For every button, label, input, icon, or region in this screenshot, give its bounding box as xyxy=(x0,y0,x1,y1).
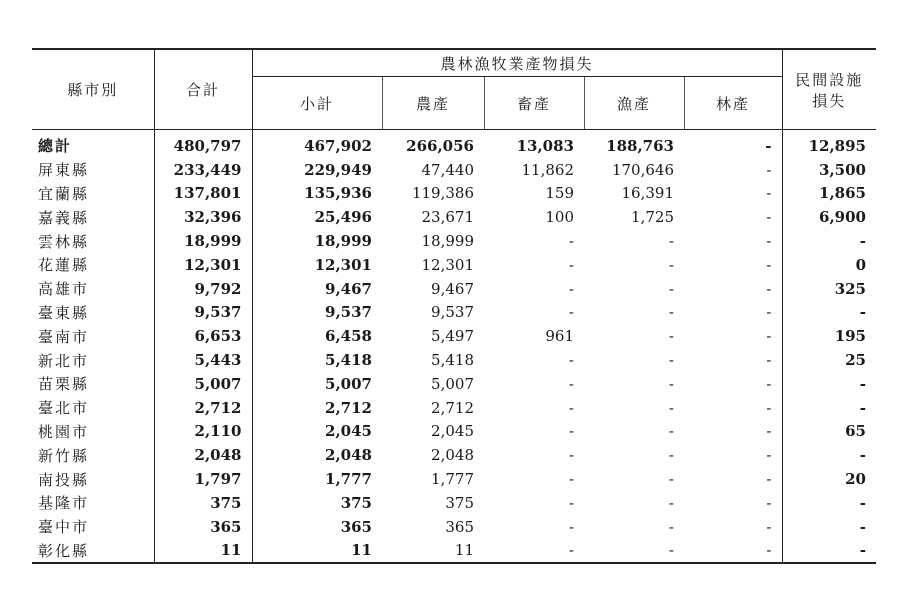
cell-total: 6,653 xyxy=(154,324,252,348)
cell-total: 9,792 xyxy=(154,277,252,301)
table-row xyxy=(32,491,876,515)
cell-private: - xyxy=(859,374,866,393)
cell-crops: 9,467 xyxy=(431,279,474,298)
header-agri-group: 農林漁牧業產物損失 xyxy=(252,49,782,77)
cell-crops: 5,497 xyxy=(431,327,474,346)
header-fishery: 漁產 xyxy=(584,77,684,130)
cell-private: - xyxy=(859,493,866,512)
cell-total: 11 xyxy=(154,539,252,564)
cell-total: 137,801 xyxy=(154,182,252,206)
cell-crops: 9,537 xyxy=(431,303,474,322)
header-livestock: 畜產 xyxy=(484,77,584,130)
cell-subtotal: 2,048 xyxy=(325,446,372,465)
cell-private: 65 xyxy=(845,422,866,441)
cell-total: 375 xyxy=(154,491,252,515)
cell-livestock: - xyxy=(568,398,574,417)
table-body xyxy=(32,130,876,564)
cell-total: 1,797 xyxy=(154,467,252,491)
header-total: 合計 xyxy=(154,49,252,130)
cell-region: 高雄市 xyxy=(32,277,154,301)
cell-crops: 12,301 xyxy=(421,255,474,274)
cell-region: 基隆市 xyxy=(32,491,154,515)
header-subtotal: 小計 xyxy=(252,77,382,130)
cell-subtotal: 11 xyxy=(252,539,382,564)
cell-total: 5,443 xyxy=(154,348,252,372)
header-crops: 農產 xyxy=(382,77,484,130)
cell-forestry: - xyxy=(684,467,782,491)
cell-fishery: 1,725 xyxy=(631,208,674,227)
cell-fishery: - xyxy=(668,470,674,489)
cell-total: 12,301 xyxy=(154,253,252,277)
cell-region: 苗栗縣 xyxy=(32,372,154,396)
table-row xyxy=(32,205,876,229)
header-private-line1: 民間設施 xyxy=(795,70,864,89)
cell-crops: 1,777 xyxy=(431,470,474,489)
cell-total: 18,999 xyxy=(154,229,252,253)
cell-crops: 47,440 xyxy=(421,160,474,179)
cell-fishery: - xyxy=(668,232,674,251)
cell-private: 0 xyxy=(855,255,866,274)
table-header xyxy=(32,49,876,130)
cell-livestock: - xyxy=(568,279,574,298)
cell-forestry: - xyxy=(684,396,782,420)
cell-region: 彰化縣 xyxy=(32,539,154,564)
table-row xyxy=(32,467,876,491)
cell-forestry: - xyxy=(684,253,782,277)
cell-fishery: 170,646 xyxy=(611,160,674,179)
cell-private: - xyxy=(859,232,866,251)
cell-private: 3,500 xyxy=(819,160,866,179)
cell-livestock: - xyxy=(568,374,574,393)
table-row xyxy=(32,301,876,325)
cell-total: 233,449 xyxy=(154,158,252,182)
cell-livestock: 159 xyxy=(545,184,574,203)
cell-total: 2,712 xyxy=(154,396,252,420)
cell-livestock: - xyxy=(568,232,574,251)
table-row xyxy=(32,229,876,253)
cell-region: 臺東縣 xyxy=(32,301,154,325)
cell-private: 6,900 xyxy=(819,208,866,227)
header-private-line2: 損失 xyxy=(812,91,847,110)
cell-crops: 2,712 xyxy=(431,398,474,417)
cell-private: - xyxy=(859,398,866,417)
table-row xyxy=(32,253,876,277)
cell-crops: 18,999 xyxy=(421,232,474,251)
cell-subtotal: 2,712 xyxy=(325,398,372,417)
cell-fishery: 188,763 xyxy=(606,136,674,155)
cell-private: - xyxy=(782,539,876,564)
cell-crops: 2,045 xyxy=(431,422,474,441)
cell-subtotal: 375 xyxy=(340,493,372,512)
cell-fishery: - xyxy=(668,374,674,393)
cell-livestock: - xyxy=(568,303,574,322)
table-row xyxy=(32,396,876,420)
cell-crops: 2,048 xyxy=(431,446,474,465)
cell-fishery: - xyxy=(668,327,674,346)
cell-region: 臺中市 xyxy=(32,515,154,539)
cell-subtotal: 6,458 xyxy=(325,327,372,346)
cell-forestry: - xyxy=(684,443,782,467)
cell-region: 南投縣 xyxy=(32,467,154,491)
cell-fishery: - xyxy=(668,279,674,298)
cell-region: 嘉義縣 xyxy=(32,205,154,229)
cell-crops: 5,418 xyxy=(431,351,474,370)
cell-subtotal: 467,902 xyxy=(304,136,372,155)
table-row xyxy=(32,277,876,301)
header-region: 縣市別 xyxy=(32,49,154,130)
cell-forestry: - xyxy=(684,277,782,301)
cell-forestry: - xyxy=(684,205,782,229)
cell-region: 臺南市 xyxy=(32,324,154,348)
cell-private: 20 xyxy=(845,470,866,489)
table-row xyxy=(32,515,876,539)
cell-forestry: - xyxy=(684,515,782,539)
cell-livestock: - xyxy=(568,517,574,536)
header-forestry: 林產 xyxy=(684,77,782,130)
cell-subtotal: 2,045 xyxy=(325,422,372,441)
cell-fishery: - xyxy=(668,398,674,417)
cell-crops: 365 xyxy=(445,517,474,536)
cell-livestock: - xyxy=(568,351,574,370)
summary-row xyxy=(32,130,876,158)
cell-subtotal: 5,007 xyxy=(325,374,372,393)
table-row xyxy=(32,182,876,206)
cell-total: 2,110 xyxy=(154,420,252,444)
cell-total: 9,537 xyxy=(154,301,252,325)
cell-forestry: - xyxy=(684,539,782,564)
cell-livestock: 100 xyxy=(545,208,574,227)
loss-table xyxy=(32,48,876,564)
cell-private: - xyxy=(859,446,866,465)
cell-region: 新竹縣 xyxy=(32,443,154,467)
table-row xyxy=(32,420,876,444)
cell-crops: 375 xyxy=(445,493,474,512)
cell-forestry: - xyxy=(684,182,782,206)
cell-private: - xyxy=(859,517,866,536)
cell-fishery: - xyxy=(668,517,674,536)
cell-region: 屏東縣 xyxy=(32,158,154,182)
cell-region: 雲林縣 xyxy=(32,229,154,253)
cell-crops: 266,056 xyxy=(406,136,474,155)
cell-private: 325 xyxy=(834,279,866,298)
cell-private: 12,895 xyxy=(808,136,866,155)
cell-livestock: - xyxy=(568,493,574,512)
table-row xyxy=(32,539,876,564)
cell-livestock: - xyxy=(568,470,574,489)
cell-subtotal: 5,418 xyxy=(325,351,372,370)
table-row xyxy=(32,348,876,372)
cell-livestock: - xyxy=(568,422,574,441)
cell-livestock: - xyxy=(568,446,574,465)
cell-total: 5,007 xyxy=(154,372,252,396)
table-row xyxy=(32,158,876,182)
cell-forestry: - xyxy=(684,324,782,348)
cell-subtotal: 9,467 xyxy=(325,279,372,298)
cell-total: 480,797 xyxy=(154,130,252,158)
cell-private: - xyxy=(859,303,866,322)
cell-subtotal: 9,537 xyxy=(325,303,372,322)
cell-forestry: - xyxy=(684,372,782,396)
cell-total: 365 xyxy=(154,515,252,539)
cell-region: 臺北市 xyxy=(32,396,154,420)
cell-crops: 11 xyxy=(382,539,484,564)
cell-total: 32,396 xyxy=(154,205,252,229)
cell-fishery: - xyxy=(584,539,684,564)
cell-forestry: - xyxy=(684,420,782,444)
cell-region: 花蓮縣 xyxy=(32,253,154,277)
cell-forestry: - xyxy=(684,491,782,515)
cell-subtotal: 25,496 xyxy=(314,208,372,227)
cell-fishery: - xyxy=(668,422,674,441)
cell-fishery: - xyxy=(668,493,674,512)
cell-livestock: 11,862 xyxy=(521,160,574,179)
cell-subtotal: 1,777 xyxy=(325,470,372,489)
cell-fishery: 16,391 xyxy=(621,184,674,203)
cell-private: 195 xyxy=(834,327,866,346)
cell-fishery: - xyxy=(668,303,674,322)
cell-livestock: 13,083 xyxy=(516,136,574,155)
cell-livestock: 961 xyxy=(545,327,574,346)
cell-private: 1,865 xyxy=(819,184,866,203)
table-row xyxy=(32,372,876,396)
cell-region: 桃園市 xyxy=(32,420,154,444)
cell-forestry: - xyxy=(684,158,782,182)
cell-forestry: - xyxy=(684,130,782,158)
cell-region: 總計 xyxy=(32,130,154,158)
cell-crops: 5,007 xyxy=(431,374,474,393)
cell-subtotal: 229,949 xyxy=(304,160,372,179)
cell-livestock: - xyxy=(568,255,574,274)
cell-forestry: - xyxy=(684,348,782,372)
cell-subtotal: 365 xyxy=(340,517,372,536)
cell-crops: 119,386 xyxy=(411,184,474,203)
cell-private: 25 xyxy=(845,351,866,370)
cell-livestock: - xyxy=(484,539,584,564)
cell-crops: 23,671 xyxy=(421,208,474,227)
cell-region: 宜蘭縣 xyxy=(32,182,154,206)
header-private-facilities xyxy=(782,49,876,130)
cell-fishery: - xyxy=(668,255,674,274)
cell-subtotal: 135,936 xyxy=(304,184,372,203)
cell-subtotal: 12,301 xyxy=(314,255,372,274)
cell-subtotal: 18,999 xyxy=(314,232,372,251)
cell-fishery: - xyxy=(668,351,674,370)
cell-region: 新北市 xyxy=(32,348,154,372)
cell-fishery: - xyxy=(668,446,674,465)
cell-forestry: - xyxy=(684,229,782,253)
table-row xyxy=(32,324,876,348)
table-row xyxy=(32,443,876,467)
cell-forestry: - xyxy=(684,301,782,325)
cell-total: 2,048 xyxy=(154,443,252,467)
